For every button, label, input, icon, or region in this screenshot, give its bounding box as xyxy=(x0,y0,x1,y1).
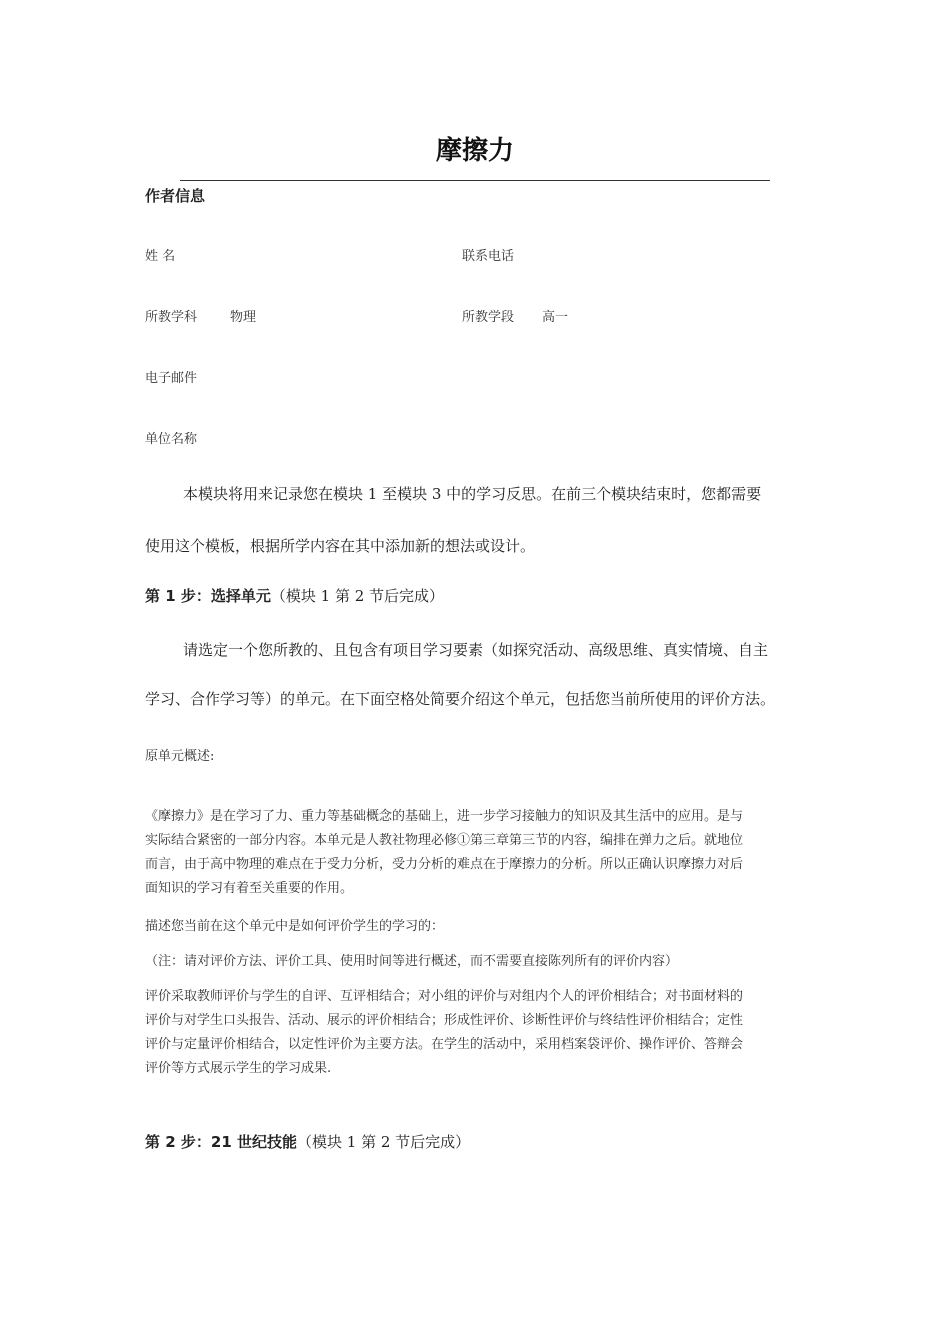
step2-note: （模块 1 第 2 节后完成） xyxy=(296,1133,471,1151)
author-info-heading: 作者信息 xyxy=(145,187,206,205)
overview-line: 而言，由于高中物理的难点在于受力分析，受力分析的难点在于摩擦力的分析。所以正确认识摩擦力对后 xyxy=(145,857,744,872)
grade-label: 所教学段 xyxy=(462,310,515,325)
intro-line-2: 使用这个模板，根据所学内容在其中添加新的想法或设计。 xyxy=(145,537,536,555)
assessment-line: 评价采取教师评价与学生的自评、互评相结合；对小组的评价与对组内个人的评价相结合；对书面材料的 xyxy=(145,989,744,1004)
overview-label: 原单元概述: xyxy=(145,749,215,764)
unit-name-label: 单位名称 xyxy=(145,432,198,447)
step1-desc-line-2: 学习、合作学习等）的单元。在下面空格处简要介绍这个单元，包括您当前所使用的评价方法。 xyxy=(145,690,776,708)
assessment-label: 描述您当前在这个单元中是如何评价学生的学习的： xyxy=(145,919,445,934)
step1-note: （模块 1 第 2 节后完成） xyxy=(270,587,445,605)
overview-text xyxy=(145,805,805,901)
overview-line: 实际结合紧密的一部分内容。本单元是人教社物理必修①第三章第三节的内容，编排在弹力之后。就地位 xyxy=(145,833,744,848)
step1-heading-row xyxy=(145,585,444,606)
assessment-line: 评价等方式展示学生的学习成果. xyxy=(145,1061,332,1076)
phone-label: 联系电话 xyxy=(462,249,515,264)
email-label: 电子邮件 xyxy=(145,371,198,386)
page-title: 摩擦力 xyxy=(435,136,514,166)
subject-value: 物理 xyxy=(230,310,257,325)
title-underline xyxy=(180,180,770,181)
assessment-text xyxy=(145,985,805,1081)
step1-heading: 第 1 步：选择单元 xyxy=(145,587,271,605)
assessment-line: 评价与定量评价相结合，以定性评价为主要方法。在学生的活动中，采用档案袋评价、操作评价、答辩会 xyxy=(145,1037,744,1052)
name-label: 姓 名 xyxy=(145,249,176,264)
step2-heading-row xyxy=(145,1131,470,1152)
assessment-note: （注：请对评价方法、评价工具、使用时间等进行概述，而不需要直接陈列所有的评价内容） xyxy=(145,954,679,969)
subject-label: 所教学科 xyxy=(145,310,198,325)
assessment-line: 评价与对学生口头报告、活动、展示的评价相结合；形成性评价、诊断性评价与终结性评价相结合；定性 xyxy=(145,1013,744,1028)
step1-desc-line-1: 请选定一个您所教的、且包含有项目学习要素（如探究活动、高级思维、真实情境、自主 xyxy=(183,641,769,659)
overview-line: 面知识的学习有着至关重要的作用。 xyxy=(145,881,354,896)
grade-value: 高一 xyxy=(542,310,569,325)
step2-heading: 第 2 步：21 世纪技能 xyxy=(145,1133,297,1151)
intro-line-1: 本模块将用来记录您在模块 1 至模块 3 中的学习反思。在前三个模块结束时，您都需要 xyxy=(183,485,762,503)
overview-line: 《摩擦力》是在学习了力、重力等基础概念的基础上，进一步学习接触力的知识及其生活中的应用。是与 xyxy=(145,809,744,824)
